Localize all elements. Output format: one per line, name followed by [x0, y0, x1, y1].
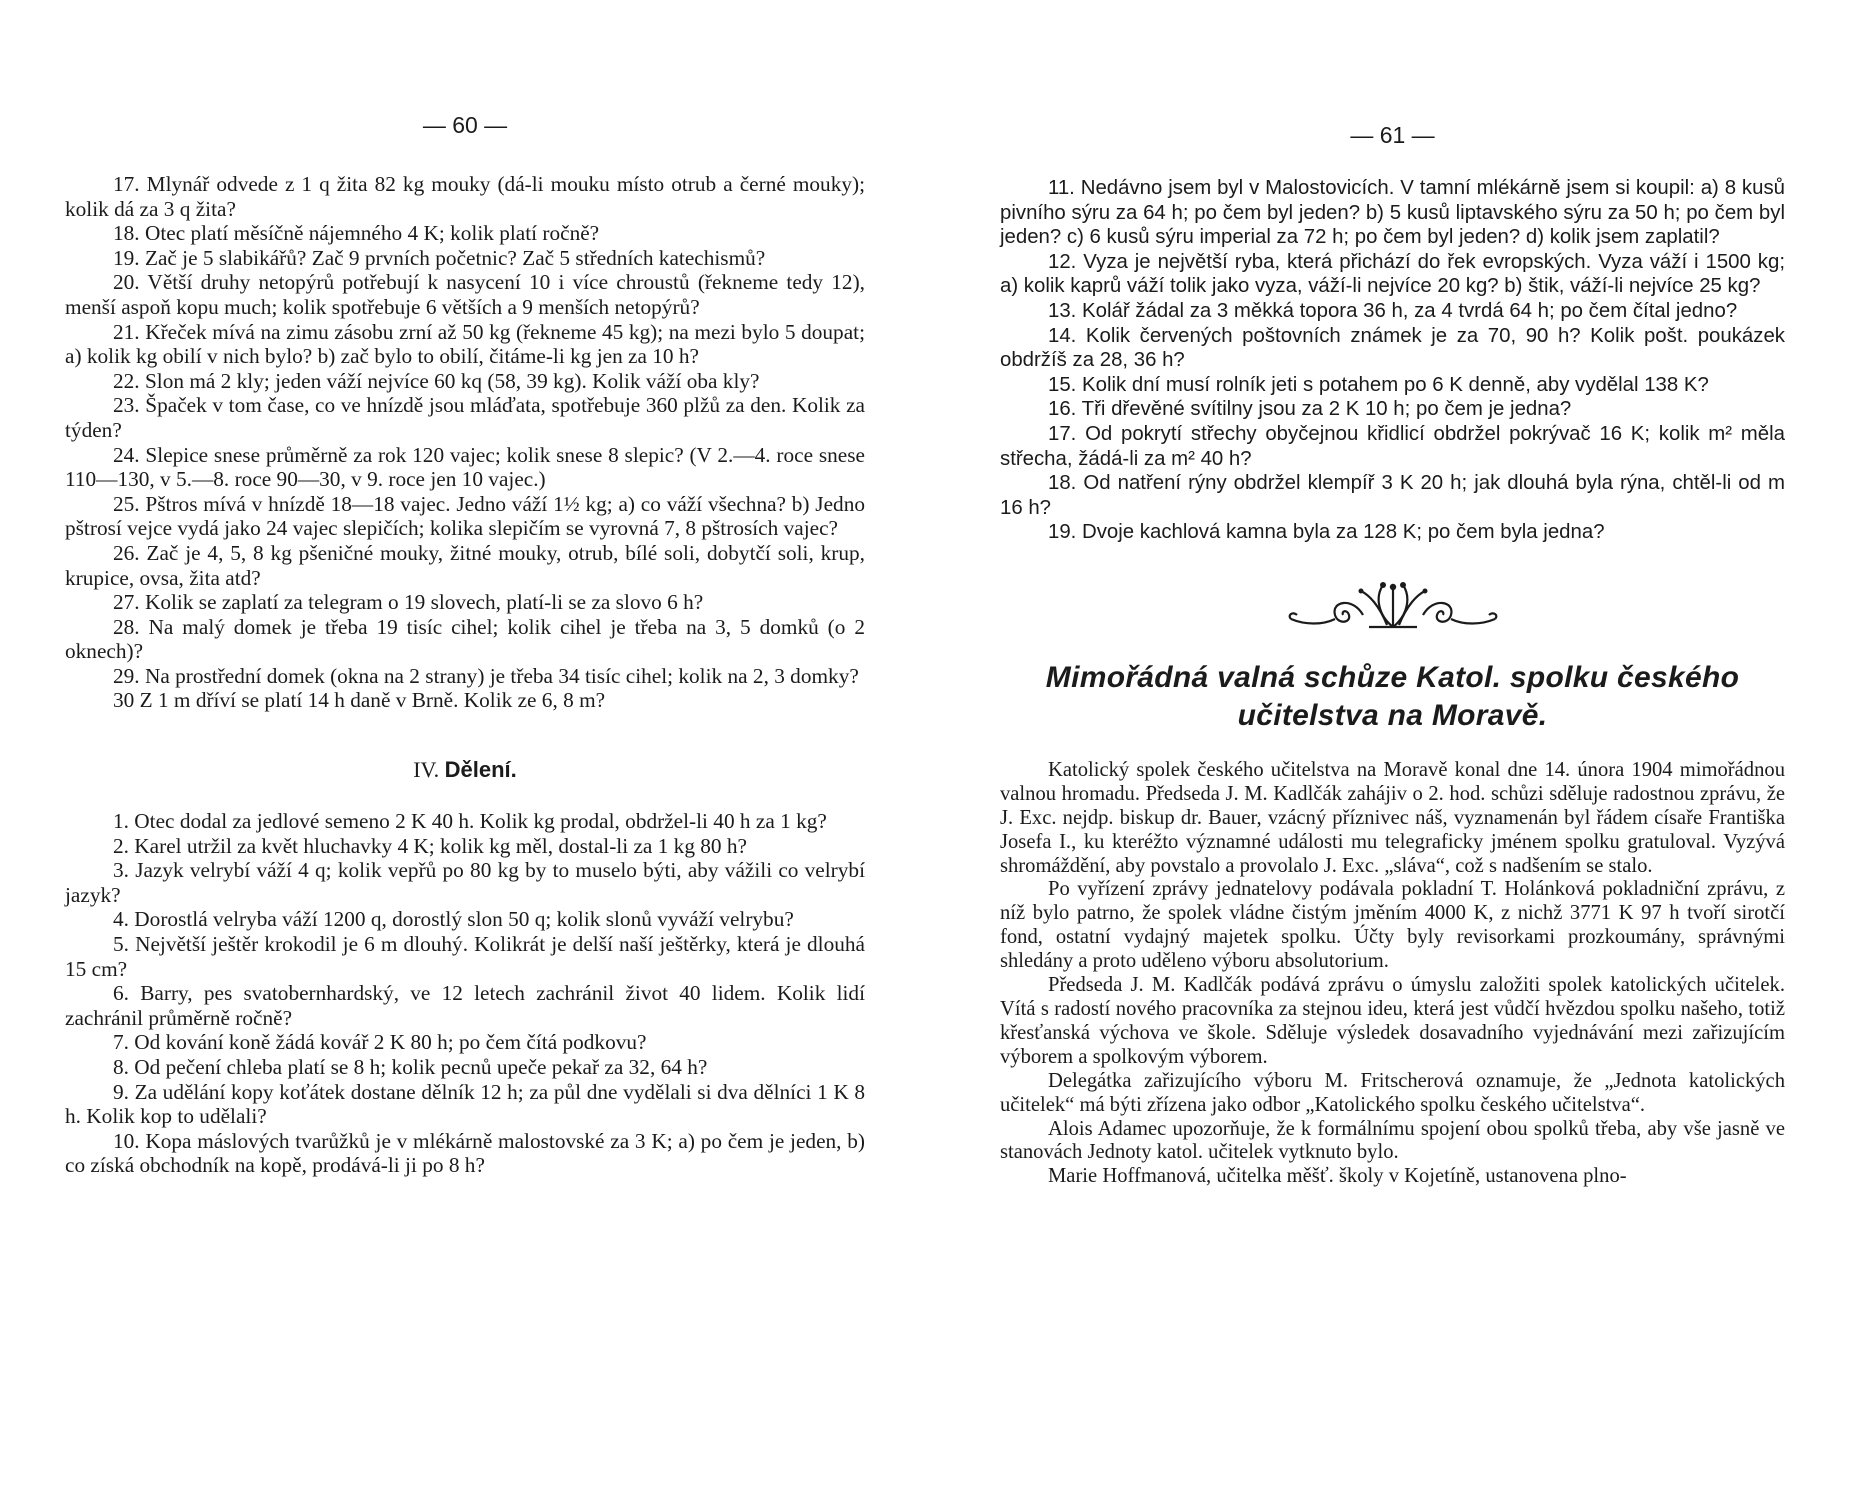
paragraph: 17. Od pokrytí střechy obyčejnou křidlicí obdržel pokrývač 16 K; kolik m² měla střecha, žádá-li za m² 40 h? — [1000, 422, 1785, 470]
right-page — [1000, 0, 1785, 1500]
paragraph: 30 Z 1 m dříví se platí 14 h daně v Brně. Kolik ze 6, 8 m? — [113, 688, 606, 713]
paragraph: 24. Slepice snese průměrně za rok 120 vajec; kolik snese 8 slepic? (V 2.—4. roce snese 110—130, v 5.—8. roce 90—30, v 9. roce jen 10 vajec.) — [65, 442, 865, 492]
paragraph: Alois Adamec upozorňuje, že k formálnímu spojení obou spolků třeba, aby vše jasně ve stanovách Jednoty katol. učitelek vytknuto bylo. — [1000, 1117, 1785, 1164]
paragraph: 8. Od pečení chleba platí se 8 h; kolik pecnů upeče pekař za 32, 64 h? — [113, 1055, 708, 1079]
paragraph: 25. Pštros mívá v hnízdě 18—18 vajec. Jedno váží 1½ kg; a) co váží všechna? b) Jedno pštrosí vejce vydá jako 24 vajec slepičích; kolika slepičím se vyrovná 7, 8 pštrosích vajec? — [65, 491, 865, 541]
exercise-list — [1000, 176, 1785, 545]
article-heading — [1000, 659, 1785, 735]
decorative-ornament-icon — [1283, 575, 1503, 637]
paragraph: 20. Větší druhy netopýrů potřebují k nasycení 10 i více chroustů (řekneme tedy 12), menší aspoň kopu much; kolik spotřebuje 6 větších a 9 menších netopýrů? — [65, 270, 865, 319]
paragraph: 14. Kolik červených poštovních známek je za 70, 90 h? Kolik pošt. poukázek obdržíš za 28, 36 h? — [1000, 324, 1785, 372]
paragraph: 16. Tři dřevěné svítilny jsou za 2 K 10 h; po čem je jedna? — [1048, 398, 1572, 421]
paragraph: 23. Špaček v tom čase, co ve hnízdě jsou mláďata, spotřebuje 360 plžů za den. Kolik za týden? — [65, 393, 865, 442]
paragraph: 22. Slon má 2 kly; jeden váží nejvíce 60 kq (58, 39 kg). Kolik váží oba kly? — [113, 368, 760, 393]
paragraph: 1. Otec dodal za jedlové semeno 2 K 40 h. Kolik kg prodal, obdržel-li 40 h za 1 kg? — [113, 809, 827, 834]
page-number: — 61 — — [1350, 122, 1435, 148]
section-title: Dělení. — [444, 757, 517, 783]
paragraph: 9. Za udělání kopy koťátek dostane dělník 12 h; za půl dne vydělali si dva dělníci 1 K 8 h. Kolik kop to udělali? — [65, 1079, 865, 1129]
paragraph: 10. Kopa máslových tvarůžků je v mlékárně malostovské za 3 K; a) po čem je jeden, b) co získá obchodník na kopě, prodává-li ji po 8 h? — [65, 1128, 865, 1178]
paragraph: Marie Hoffmanová, učitelka měšť. školy v Kojetíně, ustanovena plno- — [1048, 1165, 1627, 1188]
paragraph: 12. Vyza je největší ryba, která přichází do řek evropských. Vyza váží i 1500 kg; a) kolik kaprů váží tolik jako vyza, váží-li nejvíce 20 kg? b) štik, váží-li nejvíce 25 kg? — [1000, 250, 1785, 298]
section-heading — [65, 757, 865, 783]
right-page-body — [1000, 176, 1785, 1189]
paragraph: Předseda J. M. Kadlčák podává zprávu o úmyslu založiti spolek katolických učitelek. Vítá s radostí nového pracovníka za stejnou ideu, která jest vůdčí hvězdou spolku našeho, totiž křesťanská výchova ve škole. Sděluje výsledek dosavadního vyjednávání mezi zařizujícím výborem a spolkovým výborem. — [1000, 974, 1785, 1068]
paragraph: 28. Na malý domek je třeba 19 tisíc cihel; kolik cihel je třeba na 3, 5 domků (o 2 oknech)? — [65, 614, 865, 664]
paragraph: 2. Karel utržil za květ hluchavky 4 K; kolik kg měl, dostal-li za 1 kg 80 h? — [113, 833, 748, 858]
section-number: IV. — [413, 757, 440, 783]
paragraph: 17. Mlynář odvede z 1 q žita 82 kg mouky (dá-li mouku místo otrub a černé mouky); kolik dá za 3 q žita? — [65, 172, 865, 221]
paragraph: 26. Zač je 4, 5, 8 kg pšeničné mouky, žitné mouky, otrub, bílé soli, dobytčí soli, krup, krupice, ovsa, žita atd? — [65, 540, 865, 590]
article-heading-line-2: učitelstva na Moravě. — [1237, 698, 1548, 732]
left-page-body — [65, 172, 865, 1178]
paragraph: Po vyřízení zprávy jednatelovy podávala pokladní T. Holánková pokladniční zprávu, z níž bylo patrno, že spolek vládne čistým jměním 4000 K, z nichž 3771 K 97 h tvoří sirotčí fond, ostatní vydajný majetek spolku. Účty byly revisorkami prozkoumány, správnými shledány a proto uděleno výboru absolutorium. — [1000, 878, 1785, 973]
paragraph: 7. Od kování koně žádá kovář 2 K 80 h; po čem čítá podkovu? — [113, 1030, 647, 1055]
division-exercise-list — [65, 809, 865, 1178]
article-heading-line-1: Mimořádná valná schůze Katol. spolku českého — [1045, 660, 1740, 694]
paragraph: 15. Kolik dní musí rolník jeti s potahem po 6 K denně, aby vydělal 138 K? — [1048, 373, 1709, 396]
paragraph: 29. Na prostřední domek (okna na 2 strany) je třeba 34 tisíc cihel; kolik na 2, 3 domky? — [113, 663, 859, 688]
paragraph: 5. Největší ještěr krokodil je 6 m dlouhý. Kolikrát je delší naší ještěrky, která je dlouhá 15 cm? — [65, 932, 865, 981]
paragraph: 19. Zač je 5 slabikářů? Zač 9 prvních početnic? Zač 5 středních katechismů? — [113, 245, 766, 270]
paragraph: 19. Dvoje kachlová kamna byla za 128 K; po čem byla jedna? — [1048, 521, 1605, 544]
exercise-list — [65, 172, 865, 713]
paragraph: Katolický spolek českého učitelstva na Moravě konal dne 14. února 1904 mimořádnou valnou hromadu. Předseda J. M. Kadlčák zahájiv o 2. hod. schůzi sděluje radostnou zprávu, že J. Exc. nejdp. biskup dr. Bauer, vzácný příznivec náš, vyznamenán byl řádem císaře Františka Josefa I., ku kteréžto významné události mu telegraficky jménem spolku gratuloval. Vyzývá shromáždění, aby povstalo a provolalo J. Exc. „sláva“, což s nadšením se stalo. — [1000, 758, 1785, 877]
paragraph: 4. Dorostlá velryba váží 1200 q, dorostlý slon 50 q; kolik slonů vyváží velrybu? — [113, 907, 794, 932]
paragraph: 13. Kolář žádal za 3 měkká topora 36 h, za 4 tvrdá 64 h; po čem čítal jedno? — [1048, 299, 1738, 322]
paragraph: 18. Otec platí měsíčně nájemného 4 K; kolik platí ročně? — [113, 221, 600, 246]
paragraph: Delegátka zařizujícího výboru M. Fritscherová oznamuje, že „Jednota katolických učitelek“ má býti zřízena jako odbor „Katolického spolku českého učitelstva“. — [1000, 1069, 1785, 1116]
article-body — [1000, 759, 1785, 1189]
left-page — [65, 0, 865, 1500]
page-number: — 60 — — [422, 112, 508, 138]
paragraph: 11. Nedávno jsem byl v Malostovicích. V tamní mlékárně jsem si koupil: a) 8 kusů pivního sýru za 64 h; po čem byl jeden? b) 5 kusů liptavského sýru za 50 h; po čem byl jeden? c) 6 kusů sýru imperial za 72 h; po čem byl jeden? d) kolik jsem zaplatil? — [1000, 177, 1785, 249]
paragraph: 21. Křeček mívá na zimu zásobu zrní až 50 kg (řekneme 45 kg); na mezi bylo 5 doupat; a) kolik kg obilí v nich bylo? b) zač bylo to obilí, čitáme-li kg jen za 10 h? — [65, 319, 865, 369]
paragraph: 27. Kolik se zaplatí za telegram o 19 slovech, platí-li se za slovo 6 h? — [113, 590, 704, 615]
paragraph: 3. Jazyk velrybí váží 4 q; kolik vepřů po 80 kg by to muselo býti, aby vážili co velrybí jazyk? — [65, 858, 865, 907]
paragraph: 6. Barry, pes svatobernhardský, ve 12 letech zachránil život 40 lidem. Kolik lidí zachránil průměrně ročně? — [65, 981, 865, 1030]
paragraph: 18. Od natření rýny obdržel klempíř 3 K 20 h; jak dlouhá byla rýna, chtěl-li od m 16 h? — [1000, 472, 1785, 519]
